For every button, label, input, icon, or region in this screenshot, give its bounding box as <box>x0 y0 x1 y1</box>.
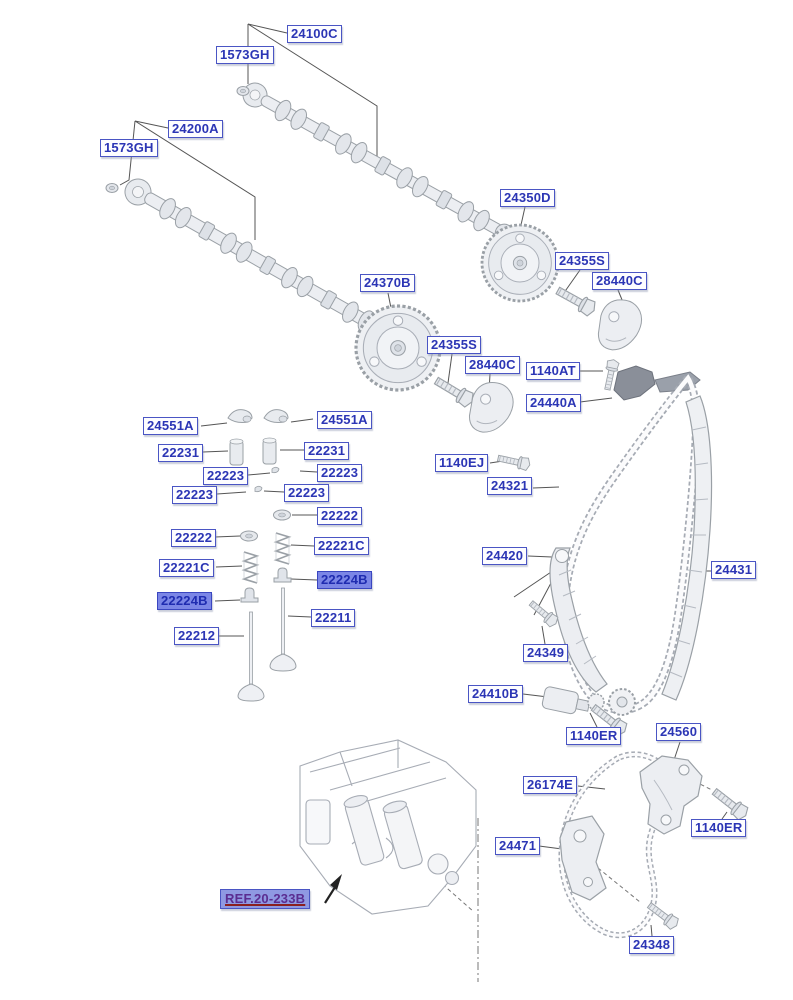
part-label-24200a[interactable]: 24200A <box>168 120 223 138</box>
part-label-1573gh[interactable]: 1573GH <box>100 139 158 157</box>
ref-link[interactable]: REF.20-233B <box>220 889 310 909</box>
part-label-22221c[interactable]: 22221C <box>159 559 214 577</box>
part-label-22223[interactable]: 22223 <box>203 467 248 485</box>
part-label-24420[interactable]: 24420 <box>482 547 527 565</box>
part-label-22223[interactable]: 22223 <box>317 464 362 482</box>
part-label-24551a[interactable]: 24551A <box>317 411 372 429</box>
part-label-24355s[interactable]: 24355S <box>427 336 481 354</box>
part-label-24440a[interactable]: 24440A <box>526 394 581 412</box>
part-label-22222[interactable]: 22222 <box>317 507 362 525</box>
part-label-24355s[interactable]: 24355S <box>555 252 609 270</box>
part-label-24471[interactable]: 24471 <box>495 837 540 855</box>
part-label-22211[interactable]: 22211 <box>311 609 355 627</box>
part-label-1140er[interactable]: 1140ER <box>566 727 621 745</box>
part-label-24321[interactable]: 24321 <box>487 477 532 495</box>
part-label-22223[interactable]: 22223 <box>172 486 217 504</box>
part-label-24348[interactable]: 24348 <box>629 936 674 954</box>
part-label-1140ej[interactable]: 1140EJ <box>435 454 488 472</box>
part-label-22231[interactable]: 22231 <box>158 444 203 462</box>
part-label-22224b[interactable]: 22224B <box>317 571 372 589</box>
part-label-26174e[interactable]: 26174E <box>523 776 577 794</box>
part-label-1573gh[interactable]: 1573GH <box>216 46 274 64</box>
part-label-22221c[interactable]: 22221C <box>314 537 369 555</box>
part-label-22224b[interactable]: 22224B <box>157 592 212 610</box>
part-label-24350d[interactable]: 24350D <box>500 189 555 207</box>
part-label-24431[interactable]: 24431 <box>711 561 756 579</box>
part-label-22222[interactable]: 22222 <box>171 529 216 547</box>
part-label-22223[interactable]: 22223 <box>284 484 329 502</box>
part-label-22212[interactable]: 22212 <box>174 627 219 645</box>
part-label-1140at[interactable]: 1140AT <box>526 362 580 380</box>
part-label-24370b[interactable]: 24370B <box>360 274 415 292</box>
part-label-1140er[interactable]: 1140ER <box>691 819 746 837</box>
part-label-24349[interactable]: 24349 <box>523 644 568 662</box>
part-label-24551a[interactable]: 24551A <box>143 417 198 435</box>
part-label-24560[interactable]: 24560 <box>656 723 701 741</box>
part-label-24410b[interactable]: 24410B <box>468 685 523 703</box>
part-label-22231[interactable]: 22231 <box>304 442 349 460</box>
part-label-28440c[interactable]: 28440C <box>592 272 647 290</box>
part-label-28440c[interactable]: 28440C <box>465 356 520 374</box>
part-label-24100c[interactable]: 24100C <box>287 25 342 43</box>
